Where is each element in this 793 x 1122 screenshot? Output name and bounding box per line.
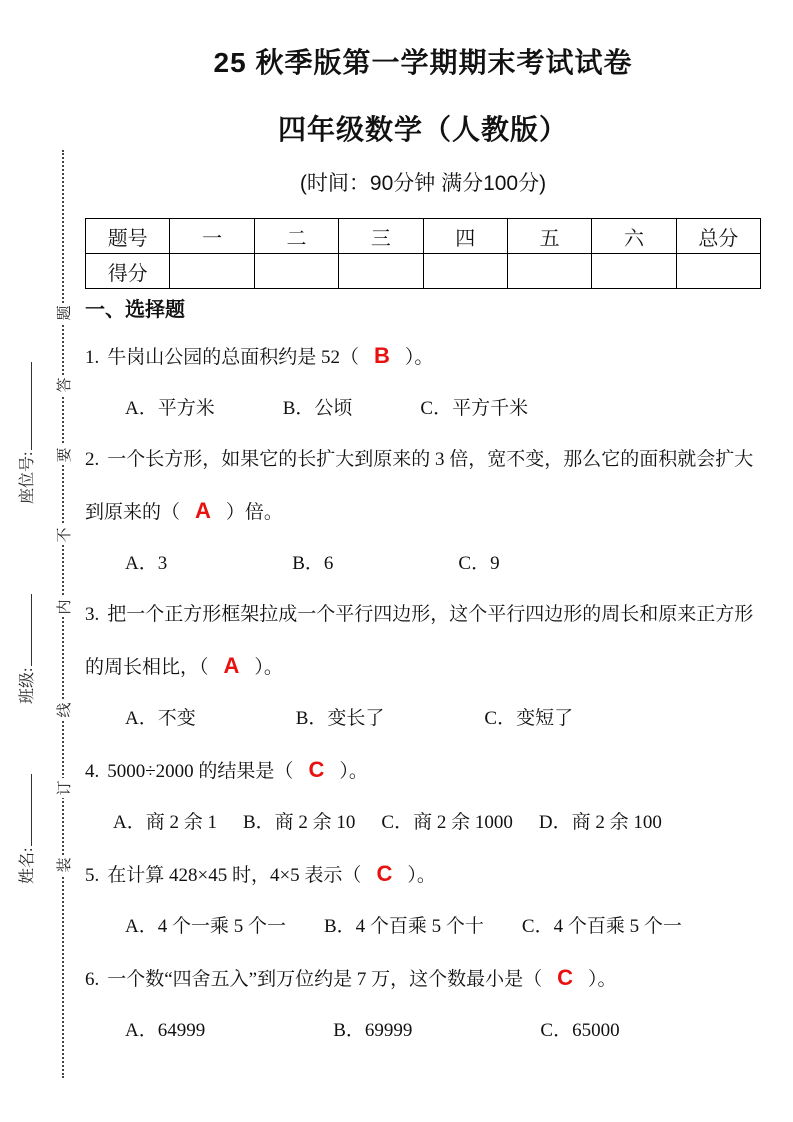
option-item: C．9 (458, 553, 500, 574)
question-stem: 一个数“四舍五入”到万位约是 7 万，这个数最小是（ (107, 969, 543, 990)
seat-blank (17, 362, 32, 450)
binding-char-da: 答 (51, 375, 75, 395)
question-number: 5. (85, 865, 100, 886)
binding-char-nei: 内 (51, 597, 75, 617)
question-text (85, 744, 761, 797)
score-header-cell: 五 (507, 219, 591, 254)
question-text (85, 434, 761, 538)
question-2 (85, 434, 761, 589)
question-6 (85, 952, 761, 1056)
question-number: 6. (85, 969, 100, 990)
question-text (85, 589, 761, 693)
class-label: 班级: (19, 667, 36, 704)
answer-letter: A (223, 653, 240, 678)
exam-title: 25 秋季版第一学期期末考试试卷 (213, 47, 633, 78)
question-number: 1. (85, 347, 100, 368)
question-stem-end: ）。 (254, 657, 283, 678)
binding-char-ti: 题 (51, 303, 75, 323)
binding-char-bu: 不 (51, 525, 75, 545)
score-value-cell (170, 254, 254, 289)
option-item: A．平方米 (125, 398, 215, 419)
option-item: C．变短了 (484, 708, 574, 729)
question-stem-end: ）倍。 (225, 502, 283, 523)
seat-label: 座位号: (19, 451, 36, 504)
name-blank (17, 774, 32, 846)
options-row (85, 901, 761, 952)
options-row (85, 1005, 761, 1056)
score-value-cell (507, 254, 591, 289)
score-header-cell: 二 (254, 219, 338, 254)
score-value-cell (254, 254, 338, 289)
question-stem: 牛岗山公园的总面积约是 52（ (107, 347, 360, 368)
score-value-cell (339, 254, 423, 289)
options-row (85, 538, 761, 589)
options-row (85, 383, 761, 434)
answer-letter: C (557, 965, 574, 990)
student-name-field (14, 774, 37, 884)
score-header-cell: 四 (423, 219, 507, 254)
option-item: C．65000 (540, 1020, 620, 1041)
name-label: 姓名: (19, 847, 36, 884)
class-blank (17, 594, 32, 666)
option-item: D．商 2 余 100 (538, 812, 662, 833)
student-class-field (14, 594, 37, 704)
score-header-cell: 总分 (676, 219, 760, 254)
option-item: B．变长了 (295, 708, 385, 729)
option-item: A．不变 (125, 708, 196, 729)
option-item: A．64999 (125, 1020, 206, 1041)
question-text (85, 952, 761, 1005)
binding-char-zhuang: 装 (51, 855, 75, 875)
exam-meta: (时间：90分钟 满分100分) (299, 172, 547, 195)
exam-subtitle: 四年级数学（人教版） (277, 114, 568, 145)
score-table-header-row (86, 219, 761, 254)
options-row (85, 797, 761, 848)
options-row (85, 693, 761, 744)
question-text (85, 848, 761, 901)
option-item: B．公顷 (282, 398, 353, 419)
question-stem-end: ）。 (339, 761, 368, 782)
score-header-cell: 六 (592, 219, 676, 254)
answer-letter: C (308, 757, 325, 782)
option-item: A．3 (125, 553, 168, 574)
question-text (85, 330, 761, 383)
question-list (85, 330, 761, 1056)
question-stem: 一个长方形，如果它的长扩大到原来的 3 倍，宽不变，那么它的面积就会扩大到原来的（ (85, 449, 754, 523)
question-stem-end: ）。 (404, 347, 434, 368)
question-stem-end: ）。 (588, 969, 617, 990)
question-number: 3. (85, 604, 100, 625)
question-number: 2. (85, 449, 100, 470)
option-item: B．69999 (333, 1020, 413, 1041)
option-item: C．商 2 余 1000 (381, 812, 513, 833)
score-table-value-row (86, 254, 761, 289)
score-header-cell: 一 (170, 219, 254, 254)
binding-char-yao: 要 (51, 445, 75, 465)
question-stem: 把一个正方形框架拉成一个平行四边形，这个平行四边形的周长和原来正方形的周长相比，（ (85, 604, 754, 678)
option-item: B．商 2 余 10 (242, 812, 356, 833)
answer-letter: B (374, 343, 390, 368)
exam-page (85, 0, 761, 1056)
question-number: 4. (85, 761, 100, 782)
question-4 (85, 744, 761, 848)
option-item: C．4 个百乘 5 个一 (521, 916, 682, 937)
score-value-cell (592, 254, 676, 289)
question-stem-end: ）。 (407, 865, 436, 886)
score-value-cell (423, 254, 507, 289)
score-row-label: 得分 (86, 254, 170, 289)
score-header-cell: 三 (339, 219, 423, 254)
binding-char-ding: 订 (51, 778, 75, 798)
score-value-cell (676, 254, 760, 289)
score-table (85, 218, 761, 289)
option-item: C．平方千米 (420, 398, 529, 419)
answer-letter: A (195, 498, 211, 523)
binding-char-xian: 线 (51, 700, 75, 720)
question-5 (85, 848, 761, 952)
option-item: A．商 2 余 1 (113, 812, 217, 833)
question-3 (85, 589, 761, 744)
section-heading: 一、选择题 (85, 299, 185, 321)
question-stem: 在计算 428×45 时，4×5 表示（ (107, 865, 362, 886)
answer-letter: C (376, 861, 393, 886)
student-seat-field (14, 362, 37, 504)
question-stem: 5000÷2000 的结果是（ (107, 761, 294, 782)
score-header-cell: 题号 (86, 219, 170, 254)
option-item: A．4 个一乘 5 个一 (125, 916, 286, 937)
question-1 (85, 330, 761, 434)
option-item: B．6 (292, 553, 334, 574)
option-item: B．4 个百乘 5 个十 (323, 916, 484, 937)
